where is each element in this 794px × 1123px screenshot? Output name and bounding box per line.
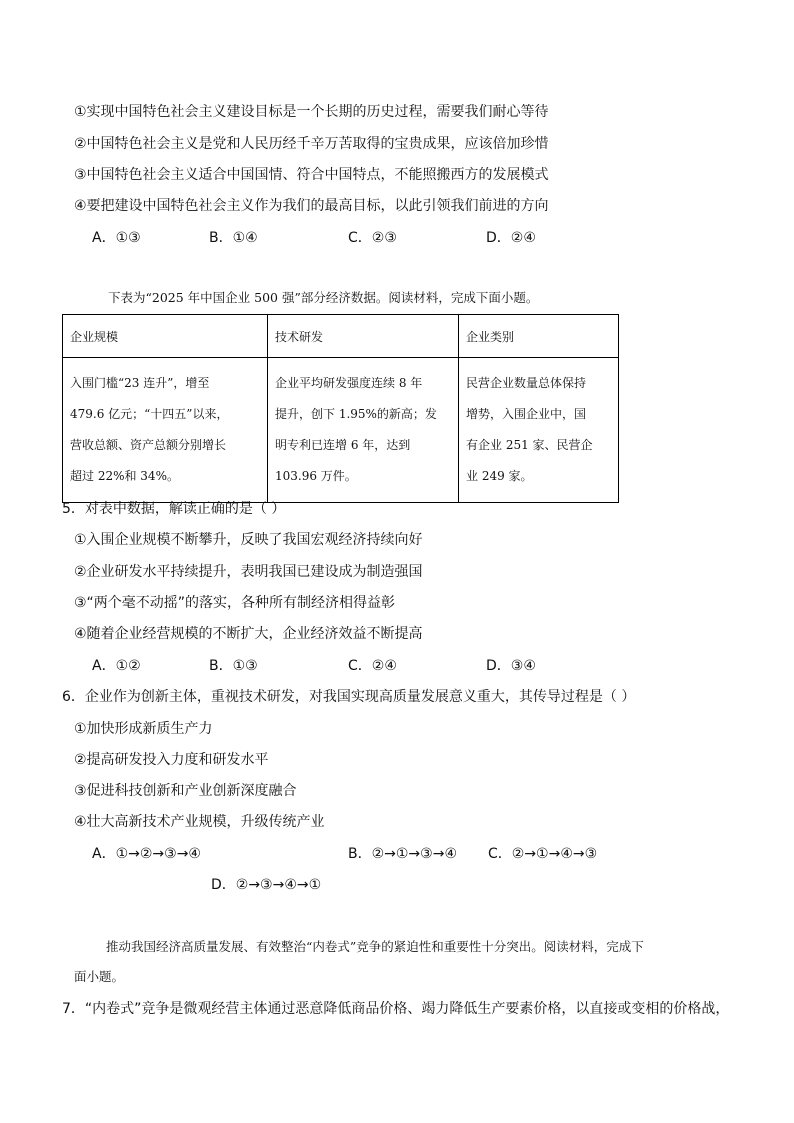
q4-option-d: D．②④	[486, 230, 536, 246]
q4-option-b: B．①④	[209, 230, 258, 246]
q6-option-d: D．②→③→④→①	[211, 877, 322, 893]
q5-statement-2: ②企业研发水平持续提升，表明我国已建设成为制造强国	[74, 564, 423, 580]
cell-line: 业 249 家。	[466, 469, 533, 483]
q6-stem: 6．企业作为创新主体，重视技术研发，对我国实现高质量发展意义重大，其传导过程是（ ）	[62, 689, 636, 705]
q5-option-a: A．①②	[92, 658, 141, 674]
q5-statement-3: ③“两个毫不动摇”的落实，各种所有制经济相得益彰	[74, 595, 396, 611]
cell-line: 有企业 251 家、民营企	[466, 438, 593, 452]
q5-option-c: C．②④	[348, 658, 397, 674]
cell-line: 营收总额、资产总额分别增长	[70, 438, 227, 452]
q5-option-b: B．①③	[209, 658, 258, 674]
cell-line: 入围门槛“23 连升”，增至	[70, 376, 210, 390]
enterprise-data-table	[62, 314, 619, 503]
q5-statement-4: ④随着企业经营规模的不断扩大，企业经济效益不断提高	[74, 626, 423, 642]
table-intro: 下表为“2025 年中国企业 500 强”部分经济数据。阅读材料，完成下面小题。	[108, 290, 539, 305]
q6-option-b: B．②→①→③→④	[348, 846, 457, 862]
table-header-row	[63, 315, 619, 358]
cell-line: 明专利已连增 6 年，达到	[275, 438, 411, 452]
q4-option-a: A．①③	[92, 230, 141, 246]
cell-line: 479.6 亿元；“十四五”以来，	[70, 407, 229, 421]
q5-option-d: D．③④	[486, 658, 536, 674]
q7-stem: 7．“内卷式”竞争是微观经营主体通过恶意降低商品价格、竭力降低生产要素价格，以直接或变相的价格战，	[62, 1001, 730, 1017]
q6-options	[92, 844, 652, 893]
header-enterprise-scale: 企业规模	[63, 315, 268, 358]
q6-option-c: C．②→①→④→③	[488, 846, 598, 862]
header-tech-rd: 技术研发	[268, 315, 459, 358]
cell-line: 增势，入围企业中，国	[466, 407, 587, 421]
cell-line: 超过 22%和 34%。	[70, 469, 179, 483]
header-enterprise-category: 企业类别	[459, 315, 619, 358]
q6-statement-4: ④壮大高新技术产业规模，升级传统产业	[74, 814, 325, 830]
q4-statement-2: ②中国特色社会主义是党和人民历经千辛万苦取得的宝贵成果，应该倍加珍惜	[74, 136, 549, 152]
q4-statement-4: ④要把建设中国特色社会主义作为我们的最高目标，以此引领我们前进的方向	[74, 198, 549, 214]
q4-statement-1: ①实现中国特色社会主义建设目标是一个长期的历史过程，需要我们耐心等待	[74, 104, 549, 120]
q6-statement-3: ③促进科技创新和产业创新深度融合	[74, 783, 297, 799]
q5-statement-1: ①入围企业规模不断攀升，反映了我国宏观经济持续向好	[74, 532, 423, 548]
q4-option-c: C．②③	[348, 230, 397, 246]
cell-line: 103.96 万件。	[275, 469, 357, 483]
q5-stem: 5．对表中数据，解读正确的是（ ）	[62, 501, 286, 517]
cell-line: 民营企业数量总体保持	[466, 376, 587, 390]
cell-tech-rd	[268, 358, 459, 503]
q4-statement-3: ③中国特色社会主义适合中国国情、符合中国特点，不能照搬西方的发展模式	[74, 167, 549, 183]
q7-intro-line-1: 推动我国经济高质量发展、有效整治“内卷式”竞争的紧迫性和重要性十分突出。阅读材料，完成下	[106, 939, 644, 954]
cell-enterprise-category	[459, 358, 619, 503]
q6-option-a: A．①→②→③→④	[92, 846, 201, 862]
table-row	[63, 358, 619, 503]
q6-statement-1: ①加快形成新质生产力	[74, 721, 213, 737]
cell-line: 企业平均研发强度连续 8 年	[275, 376, 423, 390]
cell-line: 提升，创下 1.95%的新高；发	[275, 407, 437, 421]
q7-intro-line-2: 面小题。	[74, 969, 125, 984]
q6-statement-2: ②提高研发投入力度和研发水平	[74, 752, 269, 768]
cell-enterprise-scale	[63, 358, 268, 503]
